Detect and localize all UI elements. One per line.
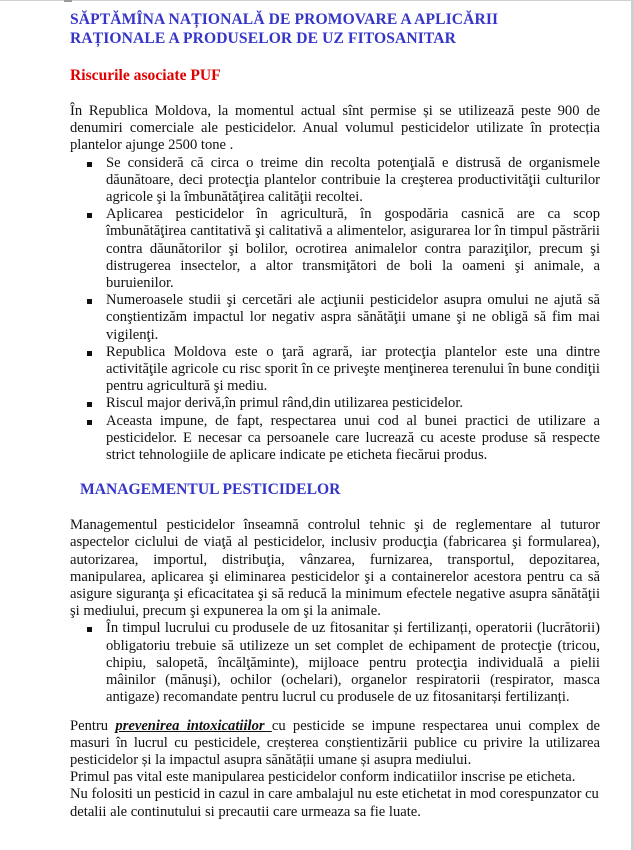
- prevention-emphasis: prevenirea intoxicatiilor: [115, 717, 272, 734]
- list-item: În timpul lucrului cu produsele de uz fitosanitar și fertilizanți, operatorii (lucrătorii) obligatoriu trebuie să utilizeze un set complet de echipament de protecţie (tricou, chipiu, salopetă, încălţăminte), mijloace pentru protecţia individuală a pielii mâinilor (mănuşi), ochilor (ochelari), organelor respiratorii (respirator, masca antigaze) recomandate pentru lucrul cu produsele de uz fitosanitarși fertilizanți.: [70, 620, 600, 706]
- risks-bullet-list: [70, 155, 600, 465]
- bullet-square-icon: [87, 351, 92, 356]
- document-title: [70, 10, 600, 48]
- bullet-square-icon: [87, 402, 92, 407]
- bullet-square-icon: [87, 162, 92, 167]
- list-item: Republica Moldova este o ţară agrară, iar protecţia plantelor este una dintre activităţile agricole cu risc sporit în ce priveşte menţinerea terenului în bune condiţii pentru agricultură şi mediu.: [70, 344, 600, 396]
- title-line-1: SĂPTĂMÎNA NAȚIONALĂ DE PROMOVARE A APLICĂRII: [70, 11, 499, 28]
- risks-intro-paragraph: În Republica Moldova, la momentul actual sînt permise și se utilizează peste 900 de denumiri comerciale ale pesticidelor. Anual volumul pesticidelor utilizate în protecția plantelor ajunge 2500 tone .: [70, 103, 600, 154]
- list-item: Riscul major derivă,în primul rând,din utilizarea pesticidelor.: [70, 395, 600, 412]
- risks-heading: Riscurile asociate PUF: [70, 67, 221, 84]
- title-line-2: RAȚIONALE A PRODUSELOR DE UZ FITOSANITAR: [70, 30, 456, 47]
- top-border: [0, 0, 634, 1]
- bullet-square-icon: [87, 420, 92, 425]
- list-item: Aceasta impune, de fapt, respectarea unui cod al bunei practici de utilizare a pesticidelor. E necesar ca persoanele care lucrează cu aceste produse să respecte strict tehnologiile de aplicare indicate pe eticheta fiecărui produs.: [70, 413, 600, 465]
- management-bullet-list: [70, 620, 600, 706]
- list-item: Aplicarea pesticidelor în agricultură, în gospodăria casnică are ca scop îmbunătăţirea cantitativă şi calitativă a alimentelor, asigurarea lor în timpul păstrării contra dăunătorilor şi bolilor, ocrotirea animalelor contra paraziţilor, precum şi distrugerea insectelor, a altor transmiţători de boli la oameni şi animale, a buruienilor.: [70, 206, 600, 292]
- ruler-marker: [64, 0, 72, 2]
- bullet-square-icon: [87, 299, 92, 304]
- bullet-square-icon: [87, 627, 92, 632]
- bullet-square-icon: [87, 213, 92, 218]
- first-step-line: Primul pas vital este manipularea pesticidelor conform indicatiilor inscrise pe eticheta.: [70, 769, 576, 786]
- document-page: [70, 10, 600, 821]
- list-item: Se consideră că circa o treime din recolta potenţială e distrusă de organismele dăunătoare, deci protecţia plantelor contribuie la creşterea productivităţii culturilor agricole şi la îmbunătăţirea calităţii recoltei.: [70, 155, 600, 207]
- management-heading: MANAGEMENTUL PESTICIDELOR: [80, 481, 341, 499]
- management-paragraph: Managementul pesticidelor înseamnă controlul tehnic şi de reglementare al tuturor aspectelor ciclului de viaţă al pesticidelor, inclusiv producţia (fabricarea şi formularea), autorizarea, importul, distribuţia, vânzarea, furnizarea, transportul, depozitarea, manipularea, aplicarea şi eliminarea pesticidelor şi a containerelor acestora pentru ca să asigure siguranţa şi eficacitatea şi să reducă la minimum efectele negative asupra sănătăţii şi mediului, precum şi expunerea la om şi la animale.: [70, 517, 600, 620]
- prevention-paragraph: Pentru prevenirea intoxicatiilor cu pesticide se impune respectarea unui complex de masuri în lucrul cu pesticidele, creșterea conștientizării publice cu privire la utilizarea pesticidelor și la impactul asupra sănătății umane și asupra mediului.: [70, 717, 600, 768]
- labeling-warning-line: Nu folositi un pesticid in cazul in care ambalajul nu este etichetat in mod corespunzator cu detalii ale continutului si precautii care urmeaza sa fie luate.: [70, 786, 599, 820]
- list-item: Numeroasele studii şi cercetări ale acţiunii pesticidelor asupra omului ne ajută să conştientizăm impactul lor negativ aspra sănătăţii umane şi ne obligă să fim mai vigilenţi.: [70, 292, 600, 344]
